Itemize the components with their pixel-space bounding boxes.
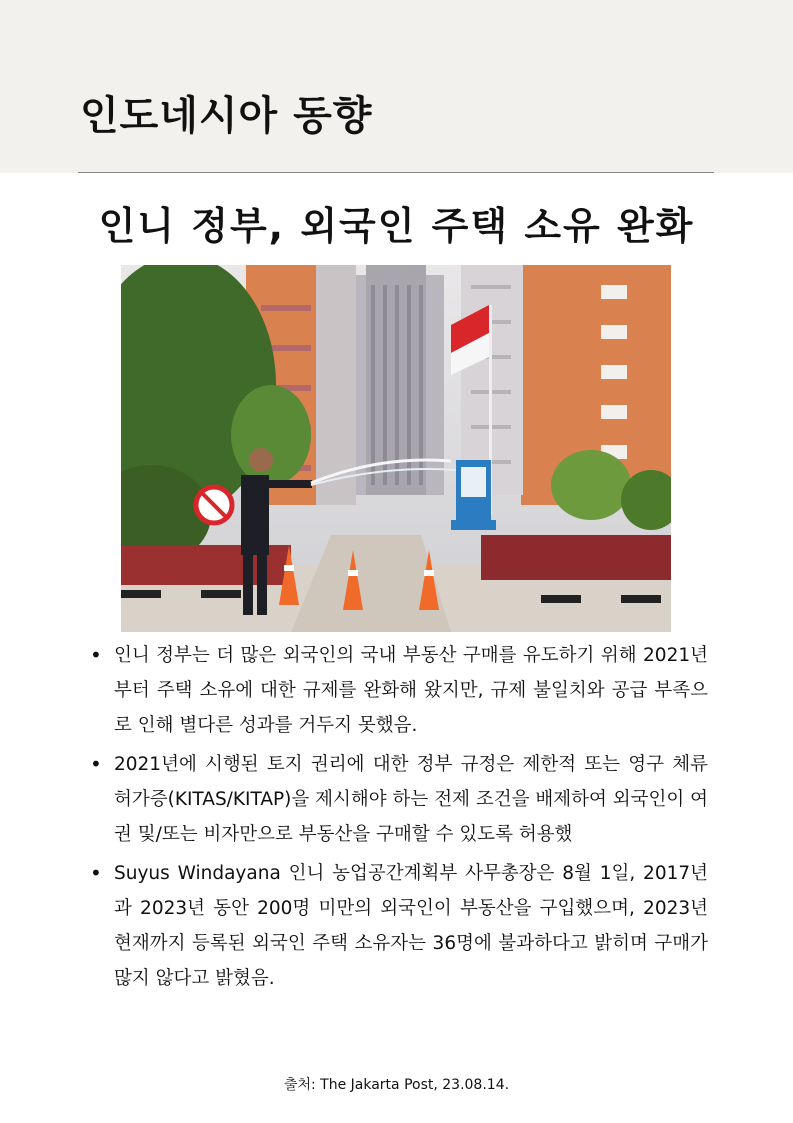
list-item [88,856,708,996]
source-citation: 출처: The Jakarta Post, 23.08.14. [283,1077,510,1093]
bullet-marker: • [90,861,102,885]
section-title: 인도네시아 동향 [80,93,373,139]
article-headline: 인니 정부, 외국인 주택 소유 완화 [98,204,695,248]
bullet-marker: • [90,752,102,776]
bullet-text: 2021년에 시행된 토지 권리에 대한 정부 규정은 제한적 또는 영구 체류 허가증(KITAS/KITAP)을 제시해야 하는 전제 조건을 배제하여 외국인이 여권 및/또는 비자만으로 부동산을 구매할 수 있도록 허용했 [114,754,708,845]
bullet-text: 인니 정부는 더 많은 외국인의 국내 부동산 구매를 유도하기 위해 2021년부터 주택 소유에 대한 규제를 완화해 왔지만, 규제 불일치와 공급 부족으로 인해 별다른 성과를 거두지 못했음. [114,645,708,736]
article-photo [121,265,671,632]
bullet-list [88,638,708,1000]
list-item [88,638,708,743]
bullet-marker: • [90,643,102,667]
bullet-text: Suyus Windayana 인니 농업공간계획부 사무총장은 8월 1일, 2017년과 2023년 동안 200명 미만의 외국인이 부동산을 구입했으며, 2023년 현재까지 등록된 외국인 주택 소유자는 36명에 불과하다고 밝히며 구매가 많지 않다고 밝혔음. [114,863,708,989]
header-divider [78,172,714,173]
list-item [88,747,708,852]
